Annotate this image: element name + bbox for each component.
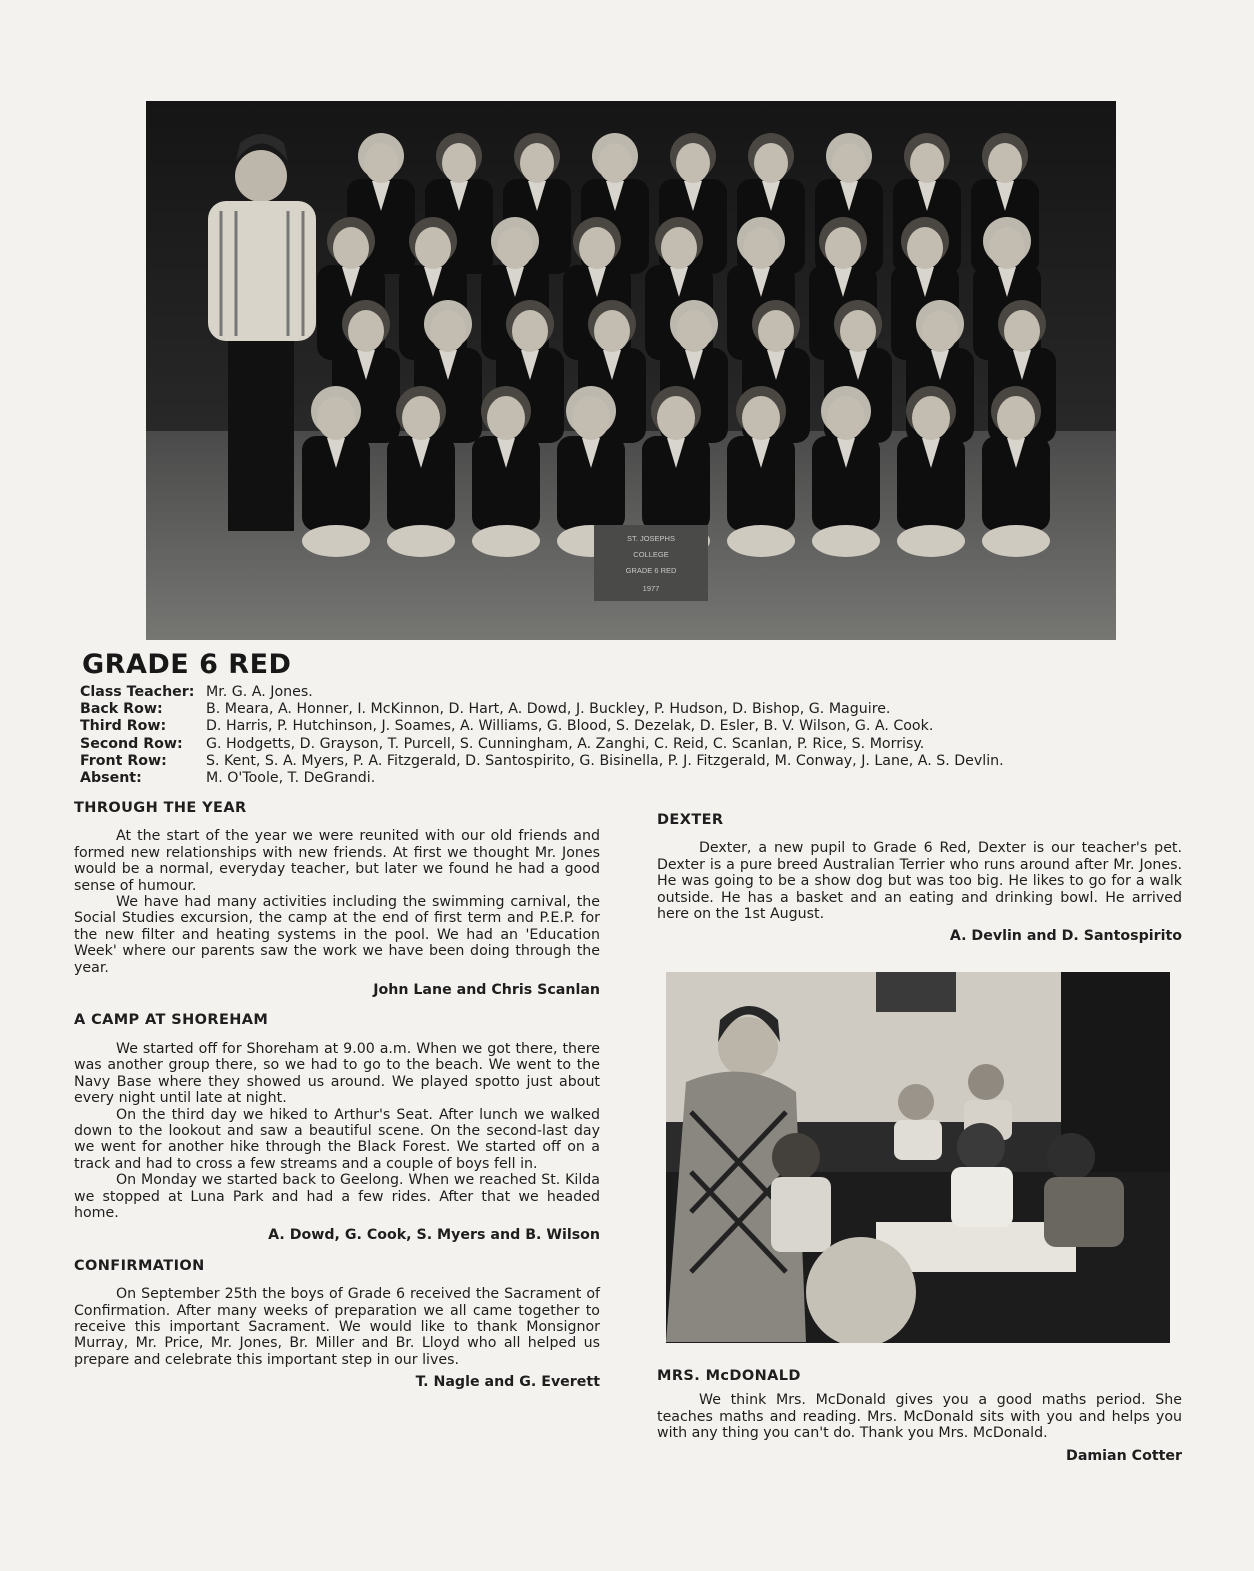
paragraph: At the start of the year we were reunited with our old friends and formed new relationships with new friends. At first we thought Mr. Jones would be a normal, everyday teacher, but later we found he had a good sense of humour.	[74, 828, 600, 894]
roster-label: Absent:	[80, 770, 142, 787]
byline: Damian Cotter	[1066, 1447, 1182, 1464]
right-column-bottom	[657, 1368, 1182, 1478]
roster-names: Mr. G. A. Jones.	[206, 684, 313, 700]
roster-label: Third Row:	[80, 718, 167, 735]
roster-label: Back Row:	[80, 701, 163, 718]
byline: T. Nagle and G. Everett	[415, 1374, 600, 1391]
byline: John Lane and Chris Scanlan	[373, 982, 600, 999]
sign-line-1: ST. JOSEPHS	[627, 534, 675, 543]
paragraph: On September 25th the boys of Grade 6 received the Sacrament of Confirmation. After many weeks of preparation we all came together to receive this important Sacrament. We would like to thank Monsignor Murray, Mr. Price, Mr. Jones, Br. Miller and Br. Lloyd who all helped us prepare and celebrate this important step in our lives.	[74, 1286, 600, 1368]
roster-label: Class Teacher:	[80, 684, 195, 700]
paragraph: We have had many activities including the swimming carnival, the Social Studies excursion, the camp at the end of first term and P.E.P. for the new filter and heating systems in the pool. We had an 'Education Week' where our parents saw the work we have been doing through the year.	[74, 894, 600, 976]
roster-row	[80, 770, 1004, 787]
roster-names: G. Hodgetts, D. Grayson, T. Purcell, S. Cunningham, A. Zanghi, C. Reid, C. Scanlan, P. Rice, S. Morrisy.	[206, 735, 925, 752]
roster-label: Second Row:	[80, 735, 183, 752]
section-heading: A CAMP AT SHOREHAM	[74, 1012, 269, 1029]
sign-line-2: COLLEGE	[633, 550, 669, 559]
student-figure	[472, 386, 540, 557]
class-group-photo	[146, 101, 1116, 640]
section-through-the-year	[74, 800, 600, 998]
student-figure	[897, 386, 965, 557]
right-column-top	[657, 812, 1182, 959]
section-confirmation	[74, 1258, 600, 1391]
paragraph: We started off for Shoreham at 9.00 a.m. When we got there, there was another group there, so we had to go to the beach. We went to the Navy Base where they showed us around. We played spotto just about every night until late at night.	[74, 1040, 600, 1107]
class-photo-image	[146, 101, 1116, 640]
student-figure	[302, 386, 370, 557]
class-sign-board	[594, 525, 708, 601]
section-heading: THROUGH THE YEAR	[74, 800, 247, 816]
section-camp	[74, 1012, 600, 1243]
byline: A. Dowd, G. Cook, S. Myers and B. Wilson	[268, 1227, 600, 1244]
byline: A. Devlin and D. Santospirito	[949, 928, 1182, 945]
class-roster	[80, 684, 1004, 787]
sign-line-3: GRADE 6 RED	[625, 566, 677, 575]
section-dexter	[657, 812, 1182, 945]
roster-row	[80, 684, 1004, 701]
section-heading: CONFIRMATION	[74, 1257, 205, 1274]
roster-names: S. Kent, S. A. Myers, P. A. Fitzgerald, D. Santospirito, G. Bisinella, P. J. Fitzgerald, M. Conway, J. Lane, A. S. Devlin.	[206, 752, 1004, 769]
roster-row	[80, 753, 1004, 770]
student-figure	[812, 386, 880, 557]
roster-label: Front Row:	[80, 752, 167, 769]
paragraph: On the third day we hiked to Arthur's Seat. After lunch we walked down to the lookout and saw a beautiful scene. On the second-last day we went for another hike through the Black Forest. We started off on a track and had to cross a few streams and a couple of boys fell in.	[74, 1106, 600, 1172]
roster-row	[80, 701, 1004, 718]
sign-line-4: 1977	[642, 584, 660, 593]
roster-names: B. Meara, A. Honner, I. McKinnon, D. Hart, A. Dowd, J. Buckley, P. Hudson, D. Bishop, G. Maguire.	[206, 701, 891, 718]
student-figure	[982, 386, 1050, 557]
section-heading: MRS. McDONALD	[657, 1368, 801, 1384]
student-figure	[387, 386, 455, 557]
classroom-photo	[666, 972, 1170, 1343]
left-column	[74, 800, 600, 1405]
paragraph: We think Mrs. McDonald gives you a good maths period. She teaches maths and reading. Mrs. McDonald sits with you and helps you with any thing you can't do. Thank you Mrs. McDonald.	[657, 1392, 1182, 1442]
student-figure	[727, 386, 795, 557]
classroom-photo-image	[666, 972, 1170, 1343]
page-title: GRADE 6 RED	[82, 649, 292, 680]
roster-row	[80, 736, 1004, 753]
paragraph: On Monday we started back to Geelong. When we reached St. Kilda we stopped at Luna Park and had a few rides. After that we headed home.	[74, 1172, 600, 1221]
section-heading: DEXTER	[657, 812, 724, 828]
paragraph: Dexter, a new pupil to Grade 6 Red, Dexter is our teacher's pet. Dexter is a pure breed Australian Terrier who runs around after Mr. Jones. He was going to be a show dog but was too big. He likes to go for a walk outside. He has a basket and an eating and drinking bowl. He arrived here on the 1st August.	[657, 840, 1182, 923]
roster-names: D. Harris, P. Hutchinson, J. Soames, A. Williams, G. Blood, S. Dezelak, D. Esler, B. V. Wilson, G. A. Cook.	[206, 718, 934, 735]
roster-names: M. O'Toole, T. DeGrandi.	[206, 770, 376, 787]
roster-row	[80, 718, 1004, 735]
section-mcdonald	[657, 1368, 1182, 1464]
